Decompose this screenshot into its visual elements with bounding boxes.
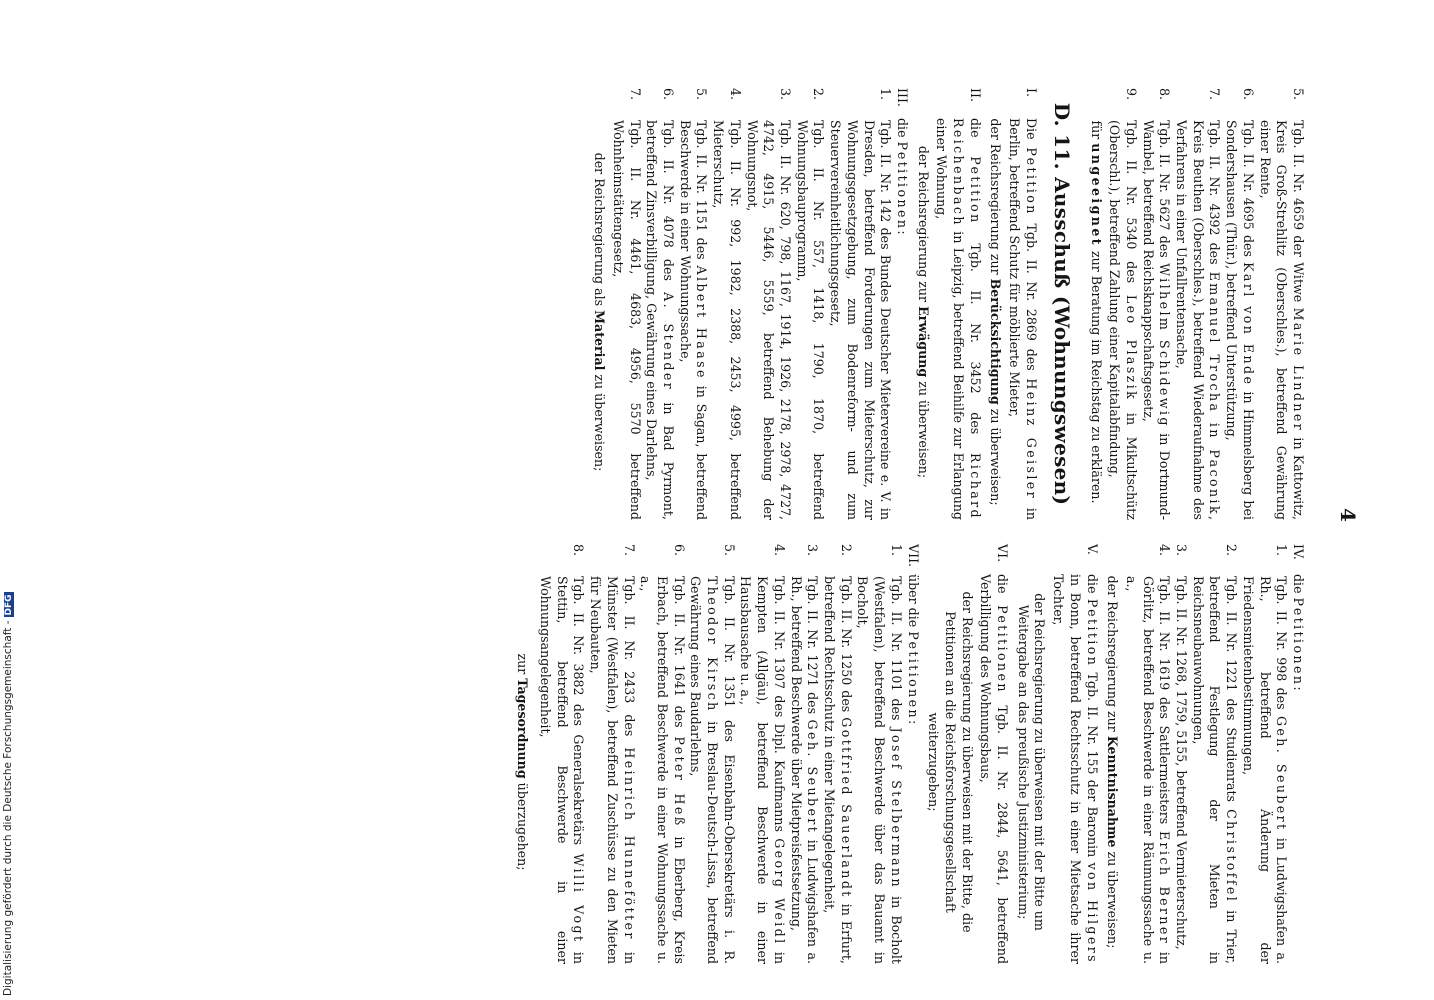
item-number: 5.	[694, 88, 710, 101]
item-text: Tgb. II. Nr. 1307 des Dipl. Kaufmanns Georg Weidl in Kempten (Allgäu), betreffend Beschwerde in einer Hausbausache u. a.,	[738, 576, 787, 964]
item-text: Tgb. II. Nr. 557, 1418, 1790, 1870, betreffend Wohnungsbauprogramm,	[794, 120, 827, 520]
section-heading: D. 11. Ausschuß (Wohnungswesen)	[1049, 102, 1074, 506]
section-iii: III. die Petitionen:	[894, 88, 910, 235]
petitioner-name: Christoffel	[1224, 809, 1240, 904]
petitioner-name: Josef Stelbermann	[888, 727, 904, 890]
list-item	[793, 88, 826, 520]
section-i: I. Die Petition Tgb. II. Nr. 2869 des Heinz Geisler in Berlin, betreffend Schutz für möblierte Mieter,	[1007, 88, 1039, 520]
item-list-vii	[536, 544, 903, 964]
recommendation-vi: der Reichsregierung zu überweisen mit der Bitte, die Petitionen an die Reichsforschungsgesellschaft weiterzugeben;	[926, 591, 975, 933]
list-item	[586, 544, 636, 964]
recommendation-vii: zur Tagesordnung überzugehen;	[515, 653, 531, 871]
list-item	[676, 88, 709, 520]
list-item	[710, 88, 743, 520]
list-item	[1189, 544, 1239, 964]
item-number: 7.	[621, 544, 637, 557]
list-item	[820, 544, 853, 964]
petitioner-name: Leo Plaszik	[1123, 294, 1139, 402]
item-number: 6.	[671, 544, 687, 557]
list-item	[787, 544, 820, 964]
item-number: 2.	[811, 88, 827, 101]
petitioner-name: Peter Heß	[671, 736, 687, 828]
item-text: Tgb. II. Nr. 3882 des Generalsekretärs Willi Vogt in Stettin, betreffend Beschwerde in einer Wohnungsangelegenheit,	[538, 576, 587, 964]
item-text: Tgb. II. Nr. 620, 798, 1167, 1914, 1926, 2178, 2978, 4727, 4742, 4915, 5446, 5559, betreffend Behebung der Wohnungsnot,	[744, 120, 794, 520]
item-text: Tgb. II. Nr. 1268, 1759, 5155, betreffend Vermieterschutz,	[1174, 576, 1190, 950]
petitioner-name: Emanuel Trocha in Paconik	[1207, 271, 1223, 516]
item-list-iv	[1122, 544, 1289, 964]
item-text: Tgb. II. Nr. 1641 des Peter Heß in Eberberg, Kreis Erbach, betreffend Beschwerde in einer Wohnungssache u. a.,	[638, 576, 687, 964]
recommendation-iii: der Reichsregierung als Material zu überweisen;	[592, 152, 608, 472]
list-item	[737, 544, 787, 964]
item-text: Tgb. II. Nr. 5340 des Leo Plaszik in Mikultschütz (Oberschl.), betreffend Zahlung einer Kapitalabfindung,	[1107, 120, 1139, 520]
document-page	[515, 88, 1360, 965]
item-text: Tgb. II. Nr. 992, 1982, 2388, 2453, 4995, betreffend Mieterschutz,	[711, 120, 743, 520]
page-number: 4	[1336, 508, 1360, 522]
list-item	[1106, 88, 1139, 520]
list-item	[687, 544, 737, 964]
item-text: Tgb. II. Nr. 5627 des Wilhelm Schidewig in Dortmund-Wambel, betreffend Reichsknappschaftsgesetz,	[1140, 120, 1173, 521]
petitioner-name: Geh. Seubert	[1274, 715, 1290, 832]
item-text: Tgb. II. Nr. 4078 des A. Stender in Bad Pyrmont, betreffend Zinsverbilligung, Gewährung eines Darlehns,	[644, 120, 677, 520]
list-item	[536, 544, 586, 964]
petitioner-name: Willi Vogt	[571, 853, 587, 944]
item-text: Tgb. II. Nr. 1151 des Albert Haase in Sagan, betreffend Beschwerde in einer Wohnungssache,	[677, 120, 710, 521]
item-number: 4.	[771, 544, 787, 557]
petitioner-name: Wilhelm Schidewig	[1157, 263, 1173, 428]
item-list-iii	[609, 88, 893, 520]
item-number: 8.	[1157, 88, 1173, 101]
item-number: 3.	[1174, 544, 1190, 557]
list-item	[1172, 88, 1222, 520]
item-number: 7.	[1207, 88, 1223, 101]
item-number: 1.	[1274, 544, 1290, 557]
item-number: 6.	[661, 88, 677, 101]
item-number: 6.	[1240, 88, 1256, 101]
petitioner-name: A. Stender	[661, 292, 677, 392]
item-text: Tgb. II. Nr. 4392 des Emanuel Trocha in Paconik, Kreis Beuthen (Oberschles.), betreffend Wiederaufnahme des Verfahrens in einer Unfallrentensache,	[1174, 120, 1223, 520]
list-item	[1122, 544, 1172, 964]
item-text: Tgb. II. Nr. 1250 des Gottfried Sauerlandt in Erfurt, betreffend Rechtsschutz in einer Mietangelegenheit,	[822, 576, 854, 964]
list-item	[1256, 88, 1306, 520]
petitioner-name: Gottfried Sauerlandt	[838, 717, 854, 899]
item-number: 2.	[1224, 544, 1240, 557]
item-text: Tgb. II. Nr. 4461, 4683, 4956, 5570 betreffend Wohnheimstättengesetz,	[610, 120, 643, 520]
list-item	[1222, 88, 1255, 520]
item-text: Tgb. II. Nr. 1101 des Josef Stelbermann in Bocholt (Westfalen), betreffend Beschwerde über das Bauamt in Bocholt,	[855, 576, 904, 964]
petitioner-name: Geh. Seubert	[805, 719, 821, 835]
item-text: Tgb. II. Nr. 1271 des Geh. Seubert in Ludwigshafen a. Rh., betreffend Beschwerde über Mietpreisfestsetzung,	[788, 576, 821, 964]
item-text: Tgb. II. Nr. 1351 des Eisenbahn-Obersekretärs i. R. Theodor Kirsch in Breslau-Deutsch-Lissa, betreffend Gewährung eines Baudarlehns,	[688, 576, 737, 965]
item-text: Tgb. II. Nr. 4659 der Witwe Marie Lindner in Kattowitz, Kreis Groß-Strehlitz (Oberschles.), betreffend Gewährung einer Rente,	[1257, 120, 1306, 520]
right-column	[510, 544, 1306, 964]
item-text: Tgb. II. Nr. 998 des Geh. Seubert in Ludwigshafen a. Rh., betreffend Änderung der Friedensmietenbestimmungen,	[1240, 576, 1290, 964]
item-number: 3.	[805, 544, 821, 557]
item-number: 2.	[838, 544, 854, 557]
item-number: 8.	[571, 544, 587, 557]
list-item	[609, 88, 642, 520]
section-iv: IV. die Petitionen:	[1291, 544, 1306, 691]
petitioner-name: Heinrich Hunnefötter	[621, 747, 637, 941]
item-list-top	[1106, 88, 1306, 520]
petitioner-name: Theodor Kirsch	[705, 576, 721, 713]
left-column	[587, 88, 1306, 520]
recommendation-i: der Reichsregierung zur Berücksichtigung zu überweisen;	[988, 118, 1004, 506]
recommendation-top: für ungeeignet zur Beratung im Reichstag zu erklären.	[1088, 120, 1104, 504]
section-vii: VII. über die Petitionen:	[905, 544, 921, 725]
list-item	[643, 88, 676, 520]
list-item	[637, 544, 687, 964]
section-ii: II. die Petition Tgb. II. Nr. 3452 des Richard Reichenbach in Leipzig, betreffend Beihilfe zur Erlangung einer Wohnung,	[934, 88, 983, 521]
item-text: Tgb. II. Nr. 1221 des Studienrats Christoffel in Trier, betreffend Festlegung der Mieten in Reichsneubauwohnungen,	[1190, 576, 1240, 964]
item-number: 5.	[721, 544, 737, 557]
petitioner-name: Georg Weidl	[771, 838, 787, 946]
digitization-note: Digitalisierung gefördert durch die Deutsche Forschungsgemeinschaft -DFG	[2, 594, 14, 996]
item-number: 9.	[1123, 88, 1139, 101]
item-text: Tgb. II. Nr. 142 des Bundes Deutscher Mietervereine e. V. in Dresden, betreffend Forderungen zum Mieterschutz, zur Wohnungsgesetzgebung, zum Bodenreform- und zum Steuervereinheitlichungsgesetz,	[828, 120, 894, 520]
list-item	[1172, 544, 1189, 964]
item-number: 7.	[627, 88, 643, 101]
item-number: 3.	[778, 88, 794, 101]
petitioner-name: Marie Lindner	[1291, 307, 1306, 433]
recommendation-ii: der Reichsregierung zur Erwägung zu überweisen;	[915, 145, 931, 479]
item-number: 5.	[1291, 88, 1306, 101]
item-text: Tgb. II. Nr. 4695 des Karl von Ende in Himmelsberg bei Sondershausen (Thür.), betreffend Unterstützung,	[1224, 120, 1256, 520]
petitioner-name: Albert Haase	[694, 265, 710, 380]
petitioner-name: Karl von Ende	[1240, 262, 1256, 387]
item-number: 4.	[727, 88, 743, 101]
section-vi: VI. die Petitionen Tgb. II. Nr. 2844, 5641, betreffend Verbilligung des Wohnungsbaus,	[978, 544, 1011, 965]
item-text: Tgb. II. Nr. 2433 des Heinrich Hunnefötter in Münster (Westfalen), betreffend Zuschüsse zu den Mieten für Neubauten,	[588, 576, 637, 964]
item-number: 4.	[1157, 544, 1173, 557]
section-v: V. die Petition Tgb. II. Nr. 155 der Baronin von Hilgers in Bonn, betreffend Rechtsschutz in einer Mietsache ihrer Tochter,	[1051, 544, 1100, 965]
item-number: 1.	[878, 88, 894, 101]
list-item	[743, 88, 793, 520]
list-item	[854, 544, 904, 964]
recommendation-v: der Reichsregierung zu überweisen mit der Bitte um Weitergabe an das preußische Justizministerium;	[1015, 593, 1048, 931]
list-item	[826, 88, 893, 520]
item-text: Tgb. II. Nr. 1619 des Sattlermeisters Erich Berner in Görlitz, betreffend Beschwerde in einer Räumungssache u. a.,	[1123, 576, 1173, 964]
list-item	[1139, 88, 1172, 520]
recommendation-iv: der Reichsregierung zur Kenntnisnahme zu überweisen;	[1105, 575, 1121, 949]
dfg-logo: DFG	[4, 594, 14, 616]
petitioner-name: Erich Berner	[1157, 830, 1173, 946]
list-item	[1239, 544, 1289, 964]
item-number: 1.	[888, 544, 904, 557]
